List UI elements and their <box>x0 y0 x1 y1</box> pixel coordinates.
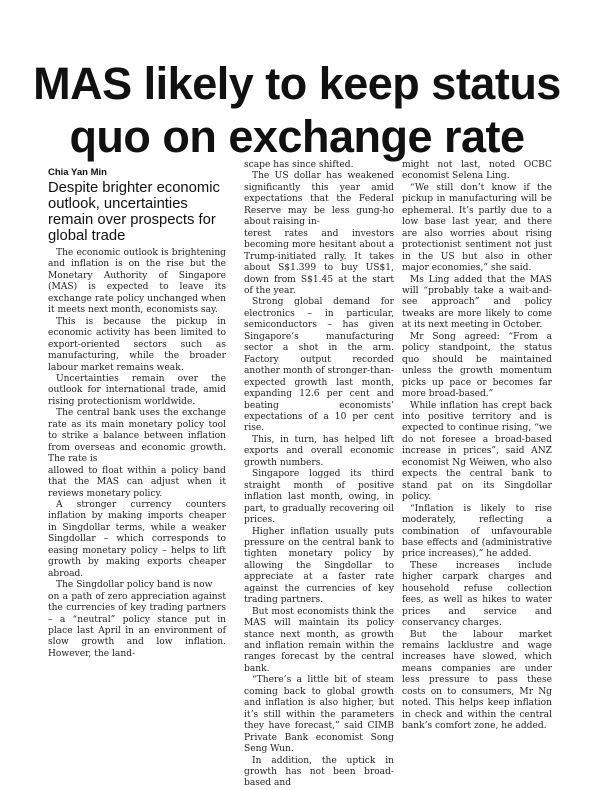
paragraph: Ms Ling added that the MAS will “probably take a wait-and-see approach” and policy tweaks are more likely to come at its next meeting in October. <box>402 274 552 331</box>
paragraph: Mr Song agreed: “From a policy standpoint, the status quo should be maintained unless the growth momentum picks up pace or becomes far more broad-based.” <box>402 331 552 400</box>
paragraph: The economic outlook is brightening and inflation is on the rise but the Monetary Authority of Singapore (MAS) is expected to leave its exchange rate policy unchanged when it meets next month, economists say. <box>48 248 226 316</box>
column-2 <box>244 160 394 790</box>
paragraph: “There’s a little bit of steam coming back to global growth and inflation is also higher, but it’s still within the parameters they have forecast,” said CIMB Private Bank economist Song Seng Wun. <box>244 675 394 755</box>
paragraph: terest rates and investors becoming more hesitant about a Trump-initiated rally. It takes about S$1.399 to buy US$1, down from S$1.45 at the start of the year. <box>244 228 394 296</box>
paragraph: While inflation has crept back into positive territory and is expected to continue rising, “we do not foresee a broad-based increase in prices”, said ANZ economist Ng Weiwen, who also expects the central bank to stand pat on its Singdollar policy. <box>402 400 552 503</box>
paragraph: In addition, the uptick in growth has not been broad-based and <box>244 755 394 789</box>
paragraph: These increases include higher carpark charges and household refuse collection fees, as well as hikes to water prices and service and conservancy charges. <box>402 560 552 629</box>
paragraph: allowed to float within a policy band that the MAS can adjust when it reviews monetary policy. <box>48 465 226 499</box>
column-1 <box>48 160 226 660</box>
paragraph: scape has since shifted. <box>244 160 354 170</box>
paragraph: Higher inflation usually puts pressure on the central bank to tighten monetary policy by allowing the Singdollar to appreciate at a faster rate against the currencies of key trading partners. <box>244 526 394 606</box>
paragraph: The Singdollar policy band is now <box>56 580 213 591</box>
paragraph: This, in turn, has helped lift exports and overall economic growth numbers. <box>244 434 394 468</box>
paragraph: But the labour market remains lacklustre and wage increases have slowed, which means companies are under less pressure to pass these costs on to consumers, Mr Ng noted. This helps keep inflation in check and within the central bank’s comfort zone, he added. <box>402 629 552 732</box>
headline <box>20 0 574 163</box>
paragraph: A stronger currency counters inflation by making imports cheaper in Singdollar terms, while a weaker Singdollar – which corresponds to easing monetary policy – helps to lift growth by making exports cheaper abroad. <box>48 499 226 579</box>
article-columns <box>0 160 594 789</box>
column-3 <box>402 160 552 733</box>
paragraph: Strong global demand for electronics – in particular, semiconductors – has given Singapore’s manufacturing sector a shot in the arm. Factory output recorded another month of stronger-than-expected growth last month, expanding 12.6 per cent and beating economists’ expectations of a 10 per cent rise. <box>244 297 394 434</box>
paragraph: Singapore logged its third straight month of positive inflation last month, owing, in part, to gradually recovering oil prices. <box>244 469 394 526</box>
paragraph: on a path of zero appreciation against the currencies of key trading partners – a “neutral” policy stance put in place last April in an environment of slow growth and low inflation. However, the land- <box>48 591 226 659</box>
paragraph: Uncertainties remain over the outlook for international trade, amid rising protectionism worldwide. <box>48 373 226 407</box>
paragraph: But most economists think the MAS will maintain its policy stance next month, as growth and inflation remain within the ranges forecast by the central bank. <box>244 606 394 674</box>
paragraph: “Inflation is likely to rise moderately, reflecting a combination of unfavourable base effects and (administrative price increases),” he added. <box>402 503 552 560</box>
headline-line-2: quo on exchange rate <box>69 111 525 162</box>
paragraph: might not last, noted OCBC economist Selena Ling. <box>402 160 552 182</box>
paragraph: This is because the pickup in economic activity has been limited to export-oriented sectors such as manufacturing, while the broader labour market remains weak. <box>48 316 226 373</box>
headline-line-1: MAS likely to keep status <box>33 58 561 109</box>
byline: Chia Yan Min <box>48 167 107 178</box>
kicker-subheadline: Despite brighter economic outlook, uncertainties remain over prospects for global trade <box>48 180 220 244</box>
paragraph: The US dollar has weakened significantly this year amid expectations that the Federal Reserve may be less gung-ho about raising in- <box>244 171 394 228</box>
paragraph: The central bank uses the exchange rate as its main monetary policy tool to strike a balance between inflation from overseas and economic growth. The rate is <box>48 408 226 465</box>
paragraph: “We still don’t know if the pickup in manufacturing will be ephemeral. It’s partly due to a low base last year, and there are also worries about rising protectionist sentiment not just in the US but also in other major economies,” she said. <box>402 182 552 274</box>
